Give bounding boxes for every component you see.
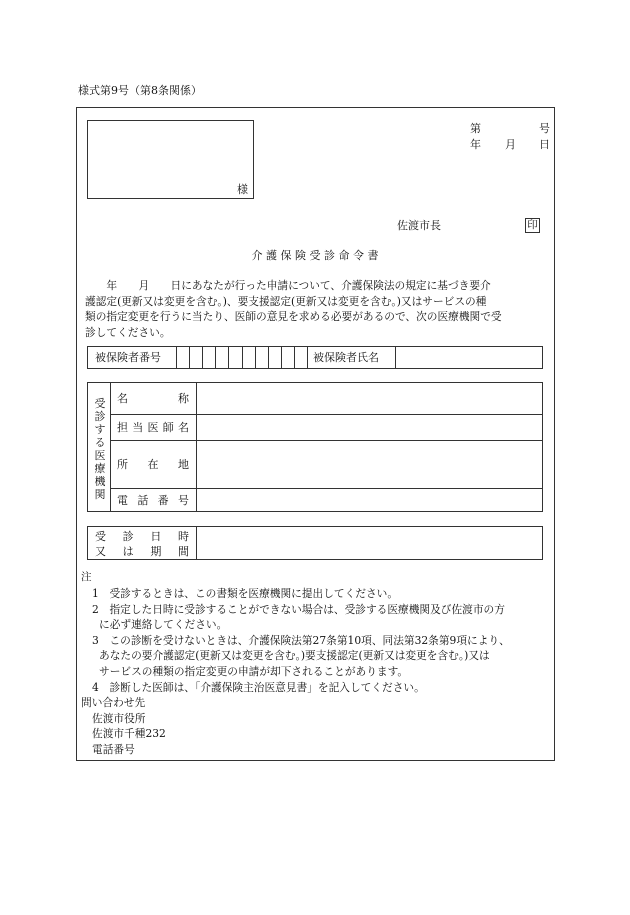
note-line: 4 診断した医師は、「介護保険主治医意見書」を記入してください。 [92,680,425,694]
date-month: 月 [505,138,516,151]
body-paragraph [85,278,550,340]
insured-name-field[interactable] [396,347,543,368]
date-day: 日 [539,138,550,151]
insured-number-label: 被保険者番号 [95,351,161,364]
address-field[interactable] [197,441,543,487]
notes-list [81,586,510,695]
body-line: 診してください。 [85,325,171,339]
body-line: 類の指定変更を行うに当たり、医師の意見を求める必要があるので、次の医療機関で受 [85,310,502,323]
institution-side-label: 受 診 す る 医 療 機 関 [94,397,106,501]
note-line: 1 受診するときは、この書類を医療機関に提出してください。 [92,587,399,600]
institution-name-field[interactable] [197,383,543,413]
contact-line: 佐渡市役所 [92,711,146,725]
form-number: 様式第9号（第8条関係） [78,84,202,97]
note-line: に必ず連絡してください。 [99,618,228,632]
digit-box-divider [294,347,295,368]
schedule-table [87,526,543,560]
schedule-label-line2: 又 は 期 間 [95,545,189,558]
contact-line: 佐渡市千種232 [92,727,166,741]
addressee-box[interactable] [87,120,254,199]
phone-field[interactable] [197,489,543,511]
note-line: あなたの要介護認定(更新又は変更を含む。)要支援認定(更新又は変更を含む。)又は [99,649,490,663]
digit-box-divider [202,347,203,368]
addressee-honorific: 様 [237,183,248,196]
schedule-label-line1: 受 診 日 時 [95,530,189,543]
digit-box-divider [281,347,282,368]
schedule-field[interactable] [197,527,543,559]
document-title: 介 護 保 険 受 診 命 令 書 [251,249,379,262]
address-label: 所 在 地 [117,458,189,471]
doctor-name-label: 担 当 医 師 名 [117,421,189,434]
insured-table [87,346,543,369]
phone-label: 電 話 番 号 [117,494,189,507]
notes-heading: 注 [81,571,92,583]
institution-table [87,382,543,512]
contact-heading: 問い合わせ先 [81,696,146,709]
insured-name-label: 被保険者氏名 [313,351,379,364]
contact-block [81,695,166,757]
contact-line: 電話番号 [92,742,135,756]
digit-box-divider [268,347,269,368]
body-line: 年 月 日にあなたが行った申請について、介護保険法の規定に基づき要介 [85,279,491,292]
doctor-name-field[interactable] [197,415,543,439]
body-line: 護認定(更新又は変更を含む。)、要支援認定(更新又は変更を含む。)又はサービスの種 [85,294,487,308]
date-year: 年 [470,138,481,151]
seal-stamp: 印 [525,218,540,233]
digit-box-divider [228,347,229,368]
digit-box-divider [255,347,256,368]
doc-number-suffix: 号 [539,122,550,135]
note-line: サービスの種類の指定変更の申請が却下されることがあります。 [99,664,409,678]
note-line: 2 指定した日時に受診することができない場合は、受診する医療機関及び佐渡市の方 [92,602,505,616]
issuer-name: 佐渡市長 [397,219,441,232]
digit-box-divider [242,347,243,368]
doc-number-prefix: 第 [470,122,481,135]
note-line: 3 この診断を受けないときは、介護保険法第27条第10項、同法第32条第9項により、 [92,633,510,647]
digit-box-divider [215,347,216,368]
institution-name-label: 名 称 [117,392,189,405]
digit-box-divider [189,347,190,368]
